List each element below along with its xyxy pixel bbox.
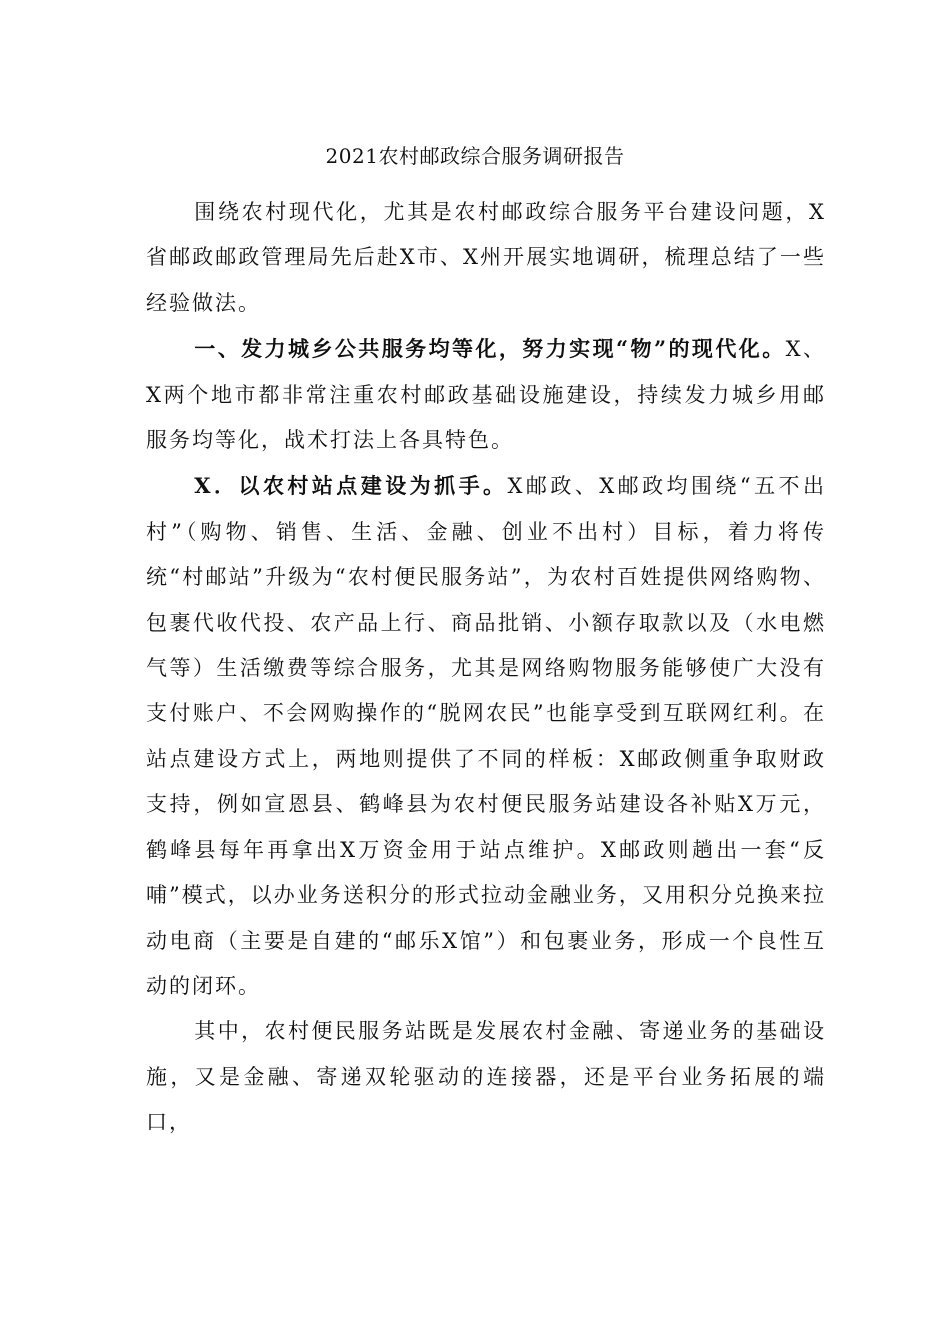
section-one-text: X、X两个地市都非常注重农村邮政基础设施建设，持续发力城乡用邮服务均等化，战术打法上各具特色。 bbox=[146, 337, 827, 453]
section-one-heading: 一、发力城乡公共服务均等化，努力实现“物”的现代化。 bbox=[194, 336, 786, 362]
subsection-x-text: X邮政、X邮政均围绕“五不出村”（购物、销售、生活、金融、创业不出村）目标，着力将传统“村邮站”升级为“农村便民服务站”，为农村百姓提供网络购物、包裹代收代投、农产品上行、商品批销、小额存取款以及（水电燃气等）生活缴费等综合服务，尤其是网络购物服务能够使广大没有支付账户、不会网购操作的“脱网农民”也能享受到互联网红利。在站点建设方式上，两地则提供了不同的样板：X邮政侧重争取财政支持，例如宣恩县、鹤峰县为农村便民服务站建设各补贴X万元，鹤峰县每年再拿出X万资金用于站点维护。X邮政则趟出一套“反哺”模式，以办业务送积分的形式拉动金融业务，又用积分兑换来拉动电商（主要是自建的“邮乐X馆”）和包裹业务，形成一个良性互动的闭环。 bbox=[146, 474, 827, 998]
paragraph-continuation-text: 其中，农村便民服务站既是发展农村金融、寄递业务的基础设施，又是金融、寄递双轮驱动的连接器，还是平台业务拓展的端口， bbox=[146, 1019, 826, 1135]
paragraph-intro bbox=[146, 190, 826, 326]
document-title: 2021农村邮政综合服务调研报告 bbox=[325, 144, 625, 168]
paragraph-section-one bbox=[146, 326, 826, 463]
paragraph-continuation bbox=[146, 1009, 826, 1145]
paragraph-intro-text: 围绕农村现代化，尤其是农村邮政综合服务平台建设问题，X省邮政邮政管理局先后赴X市、X州开展实地调研，梳理总结了一些经验做法。 bbox=[146, 200, 826, 315]
paragraph-subsection-x bbox=[146, 463, 826, 1009]
document-body bbox=[146, 190, 826, 1146]
subsection-x-heading: X．以农村站点建设为抓手。 bbox=[194, 473, 508, 499]
